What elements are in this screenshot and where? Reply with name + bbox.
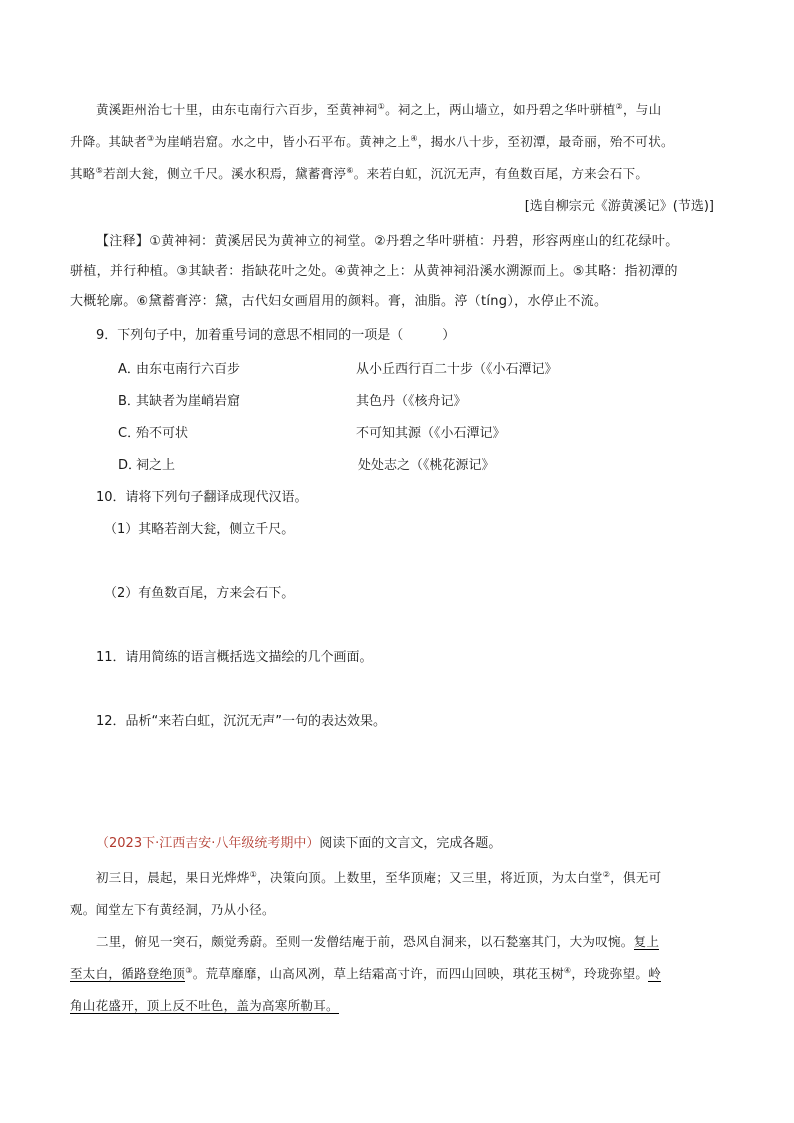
text: 为崖峭岩窟。水之中，皆小石平布。黄神之上	[154, 134, 411, 149]
option-b[interactable]	[118, 390, 240, 409]
text: 黄溪距州治七十里，由东屯南行六百步，至黄神祠	[96, 102, 378, 117]
footnote-mark: ③	[185, 965, 193, 975]
text: 升降。其缺者	[70, 134, 147, 149]
question-9-stem: 9．下列句子中，加着重号词的意思不相同的一项是（ ）	[96, 328, 456, 343]
footnote-mark: ⑤	[95, 165, 104, 175]
passage2-line2: 观。闻堂左下有黄经洞，乃从小径。	[70, 902, 275, 917]
passage2-line4	[70, 958, 730, 990]
footnote-mark: ④	[563, 965, 572, 975]
option-left: 祠之上	[136, 458, 176, 473]
question-10-stem: 10．请将下列句子翻译成现代汉语。	[96, 490, 308, 505]
passage1-line3	[70, 158, 730, 190]
notes-line2: 骈植，并行种植。③其缺者：指缺花叶之处。④黄神之上：从黄神祠沿溪水溯源而上。⑤其略：指初潭的	[70, 264, 678, 279]
option-letter: A．	[118, 362, 140, 377]
text: ，揭水八十步，至初潭，最奇丽，殆不可状。	[417, 134, 674, 149]
source-citation: [选自柳宗元《游黄溪记》(节选)]	[524, 199, 714, 214]
option-c[interactable]	[118, 422, 188, 441]
text: ，俱无可	[610, 870, 662, 885]
question-10-sentence-2: （2）有鱼数百尾，方来会石下。	[104, 586, 295, 601]
text: ，与山	[622, 102, 662, 117]
footnote-mark: ②	[602, 869, 611, 879]
option-a-compare: 从小丘西行百二十步（《小石潭记》	[356, 362, 558, 377]
section-intro: 阅读下面的文言文，完成各题。	[319, 836, 502, 851]
exam-source-tag: （2023下·江西吉安·八年级统考期中）	[96, 836, 320, 851]
passage1-line2	[70, 126, 730, 158]
text: 。荒草靡靡，山高风冽，草上结霜高寸许，而四山回映，琪花玉树	[192, 966, 564, 981]
option-left: 其缺者为崖峭岩窟	[136, 394, 241, 409]
option-letter: C．	[118, 426, 141, 441]
option-left: 殆不可状	[136, 426, 189, 441]
footnote-mark: ⑥	[346, 165, 354, 175]
text: ，决策向顶。上数里，至华顶庵；又三里，将近顶，为太白堂	[257, 870, 603, 885]
footnote-mark: ④	[410, 133, 418, 143]
question-11-stem: 11．请用简练的语言概括选文描绘的几个画面。	[96, 650, 373, 665]
option-letter: B．	[118, 394, 140, 409]
option-b-compare: 其色丹（《核舟记》	[356, 394, 467, 409]
passage1-line1	[70, 94, 730, 126]
section2-header	[96, 832, 501, 851]
notes-line1: 【注释】①黄神祠：黄溪居民为黄神立的祠堂。②丹碧之华叶骈植：丹碧，形容两座山的红花绿叶。	[96, 234, 679, 249]
notes-line3: 大概轮廓。⑥黛蓄膏渟：黛，古代妇女画眉用的颜料。膏，油脂。渟（tíng），水停止不流。	[70, 294, 608, 309]
question-10-sentence-1: （1）其略若剖大瓮，侧立千尺。	[104, 522, 295, 537]
option-d[interactable]	[118, 454, 175, 473]
option-c-compare: 不可知其源（《小石潭记》	[356, 426, 506, 441]
footnote-mark: ②	[615, 101, 623, 111]
text: 。祠之上，两山墙立，如丹碧之华叶骈植	[385, 102, 616, 117]
underlined-text: 角山花盛开，顶上反不吐色，盖为高寒所勒耳。	[70, 998, 339, 1013]
text: 初三日，晨起，果日光烨烨	[96, 870, 250, 885]
underlined-text: 岭	[648, 966, 661, 981]
option-d-compare: 处处志之（《桃花源记》	[358, 458, 495, 473]
text: 二里，俯见一突石，颇觉秀蔚。至则一发僧结庵于前，恐风自洞来，以石甃塞其门，大为叹惋。	[96, 934, 634, 949]
question-12-stem: 12．品析“来若白虹，沉沉无声”一句的表达效果。	[96, 714, 387, 729]
underlined-text: 至太白，循路登绝顶	[70, 966, 186, 981]
text: 。来若白虹，沉沉无声，有鱼数百尾，方来会石下。	[353, 166, 649, 181]
option-left: 由东屯南行六百步	[136, 362, 241, 377]
footnote-mark: ①	[377, 101, 386, 111]
option-a[interactable]	[118, 358, 240, 377]
footnote-mark: ③	[146, 133, 155, 143]
passage2-line1	[70, 862, 730, 894]
text: 其略	[70, 166, 96, 181]
passage2-line3	[70, 926, 730, 958]
underlined-text: 复上	[633, 934, 660, 949]
option-letter: D．	[118, 458, 142, 473]
text: ，玲珑弥望。	[571, 966, 649, 981]
text: 若剖大瓮，侧立千尺。溪水积焉，黛蓄膏渟	[103, 166, 347, 181]
passage2-line5	[70, 990, 730, 1022]
footnote-mark: ①	[249, 869, 258, 879]
